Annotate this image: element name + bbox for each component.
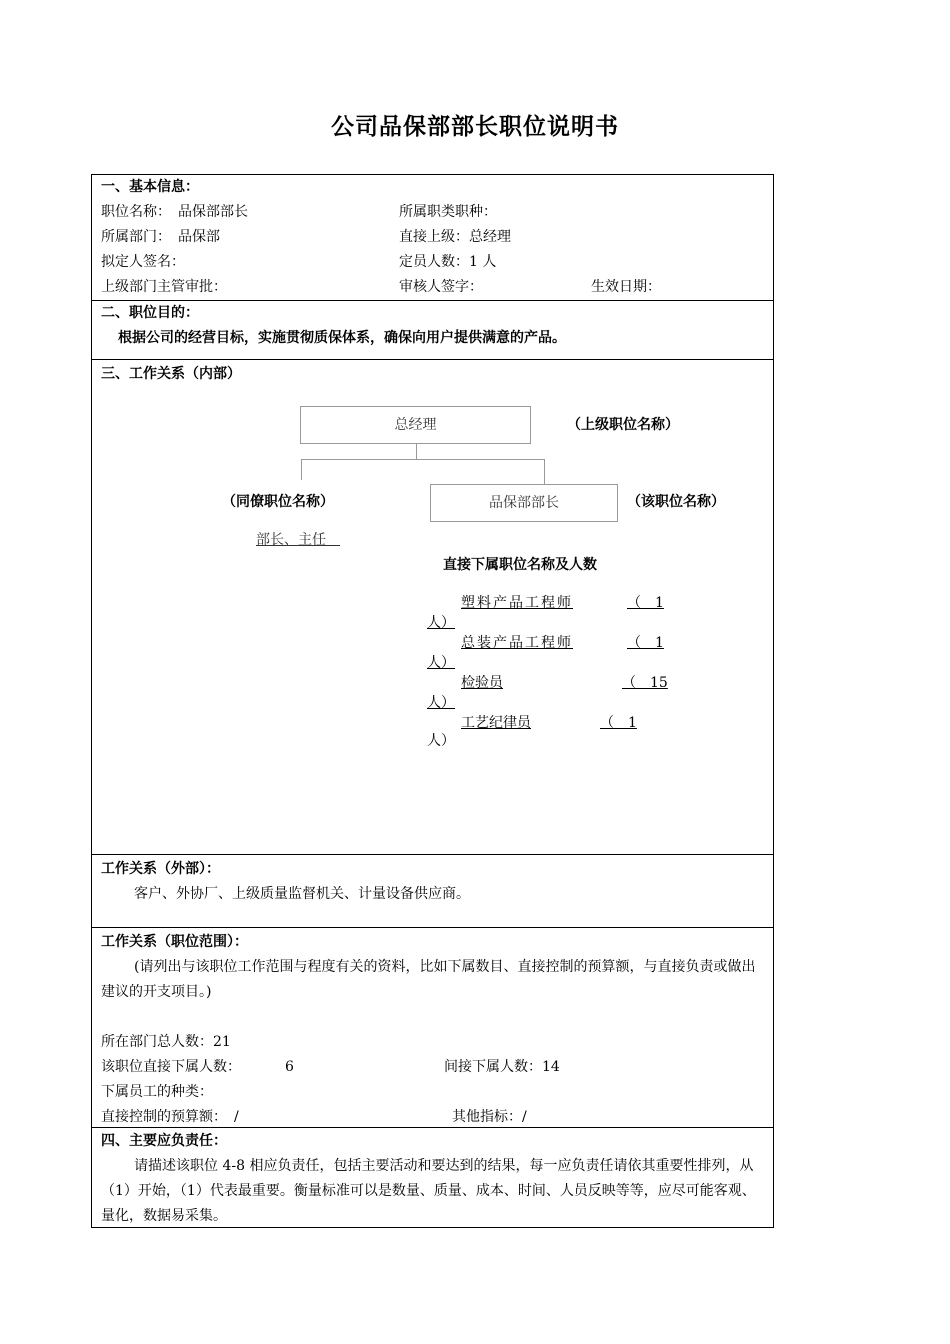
subordinate-2-name: 总装产品工程师 xyxy=(461,635,573,651)
peer-positions: 部长、主任 xyxy=(256,532,340,548)
subordinates-heading: 直接下属职位名称及人数 xyxy=(443,557,597,573)
basic-info-section xyxy=(92,175,773,300)
effective-date: 生效日期： xyxy=(591,279,661,295)
subordinate-3-name: 检验员 xyxy=(461,675,503,691)
position-name: 职位名称： 品保部部长 xyxy=(101,204,248,220)
duties-text: 请描述该职位 4-8 相应负责任，包括主要活动和要达到的结果，每一应负责任请依其重要性排列，从（1）开始，（1）代表最重要。衡量标准可以是数量、质量、成本、时间、人员反映等等，应尽可能客观、量化，数据易采集。 xyxy=(101,1158,756,1224)
basic-line-2 xyxy=(92,225,773,250)
other-indicators: 其他指标：/ xyxy=(452,1109,527,1125)
scope-line-2 xyxy=(92,1055,773,1080)
department: 所属部门： 品保部 xyxy=(101,229,220,245)
basic-line-4 xyxy=(92,275,773,300)
supervisor: 直接上级：总经理 xyxy=(399,229,511,245)
reviewer: 审核人签字： xyxy=(399,279,483,295)
direct-subs-label: 该职位直接下属人数： xyxy=(101,1059,241,1075)
external-heading: 工作关系（外部）： xyxy=(101,861,220,877)
purpose-heading: 二、职位目的： xyxy=(101,305,199,321)
external-text: 客户、外协厂、上级质量监督机关、计量设备供应商。 xyxy=(134,886,470,902)
internal-relations-section xyxy=(92,359,773,854)
dept-total: 所在部门总人数：21 xyxy=(101,1034,231,1050)
basic-line-1 xyxy=(92,200,773,225)
job-category: 所属职类职种： xyxy=(399,204,497,220)
drafter: 拟定人签名： xyxy=(101,254,185,270)
subordinate-1-count: （ 1 xyxy=(627,595,664,611)
sub-types: 下属员工的种类： xyxy=(101,1084,213,1100)
subordinate-1-unit: 人） xyxy=(427,615,455,631)
purpose-text: 根据公司的经营目标，实施贯彻质保体系，确保向用户提供满意的产品。 xyxy=(118,330,566,346)
peer-label: （同僚职位名称） xyxy=(222,494,334,510)
subordinate-3-count: （ 15 xyxy=(622,675,668,691)
subordinate-3-unit: 人） xyxy=(427,695,455,711)
subordinate-4-name: 工艺纪律员 xyxy=(461,715,531,731)
general-manager-box: 总经理 xyxy=(300,406,531,444)
subordinate-1-name: 塑料产品工程师 xyxy=(461,595,573,611)
job-description-table xyxy=(91,174,774,1228)
scope-note: (请列出与该职位工作范围与程度有关的资料，比如下属数目、直接控制的预算额，与直接负责或做出建议的开支项目。) xyxy=(101,959,756,1000)
page-title: 公司品保部部长职位说明书 xyxy=(331,114,619,140)
scope-line-3 xyxy=(92,1080,773,1105)
direct-subs-value: 6 xyxy=(285,1059,294,1075)
scope-heading: 工作关系（职位范围）： xyxy=(101,934,248,950)
self-label: （该职位名称） xyxy=(627,494,725,510)
headcount: 定员人数：1 人 xyxy=(399,254,497,270)
connector-vertical-top xyxy=(416,444,417,460)
connector-horizontal xyxy=(301,459,545,460)
subordinate-4-unit-clip xyxy=(427,730,467,749)
subordinate-2-unit: 人） xyxy=(427,655,455,671)
scope-section xyxy=(92,927,773,1127)
budget: 直接控制的预算额： / xyxy=(101,1109,239,1125)
scope-spacer xyxy=(92,1005,773,1030)
scope-line-1 xyxy=(92,1030,773,1055)
external-relations-section xyxy=(92,854,773,927)
connector-left-drop xyxy=(301,459,302,480)
subordinate-4-unit: 人） xyxy=(427,733,455,749)
approver: 上级部门主管审批： xyxy=(101,279,227,295)
connector-right-drop xyxy=(544,459,545,484)
indirect-subs: 间接下属人数：14 xyxy=(444,1059,560,1075)
basic-info-heading: 一、基本信息： xyxy=(101,179,199,195)
superior-label: （上级职位名称） xyxy=(567,417,679,433)
duties-heading: 四、主要应负责任： xyxy=(101,1133,227,1149)
duties-section xyxy=(92,1127,773,1227)
basic-line-3 xyxy=(92,250,773,275)
self-position-box: 品保部部长 xyxy=(430,484,618,522)
internal-heading: 三、工作关系（内部） xyxy=(101,366,241,382)
subordinate-4-count: （ 1 xyxy=(600,715,637,731)
subordinate-2-count: （ 1 xyxy=(627,635,664,651)
purpose-section xyxy=(92,300,773,359)
